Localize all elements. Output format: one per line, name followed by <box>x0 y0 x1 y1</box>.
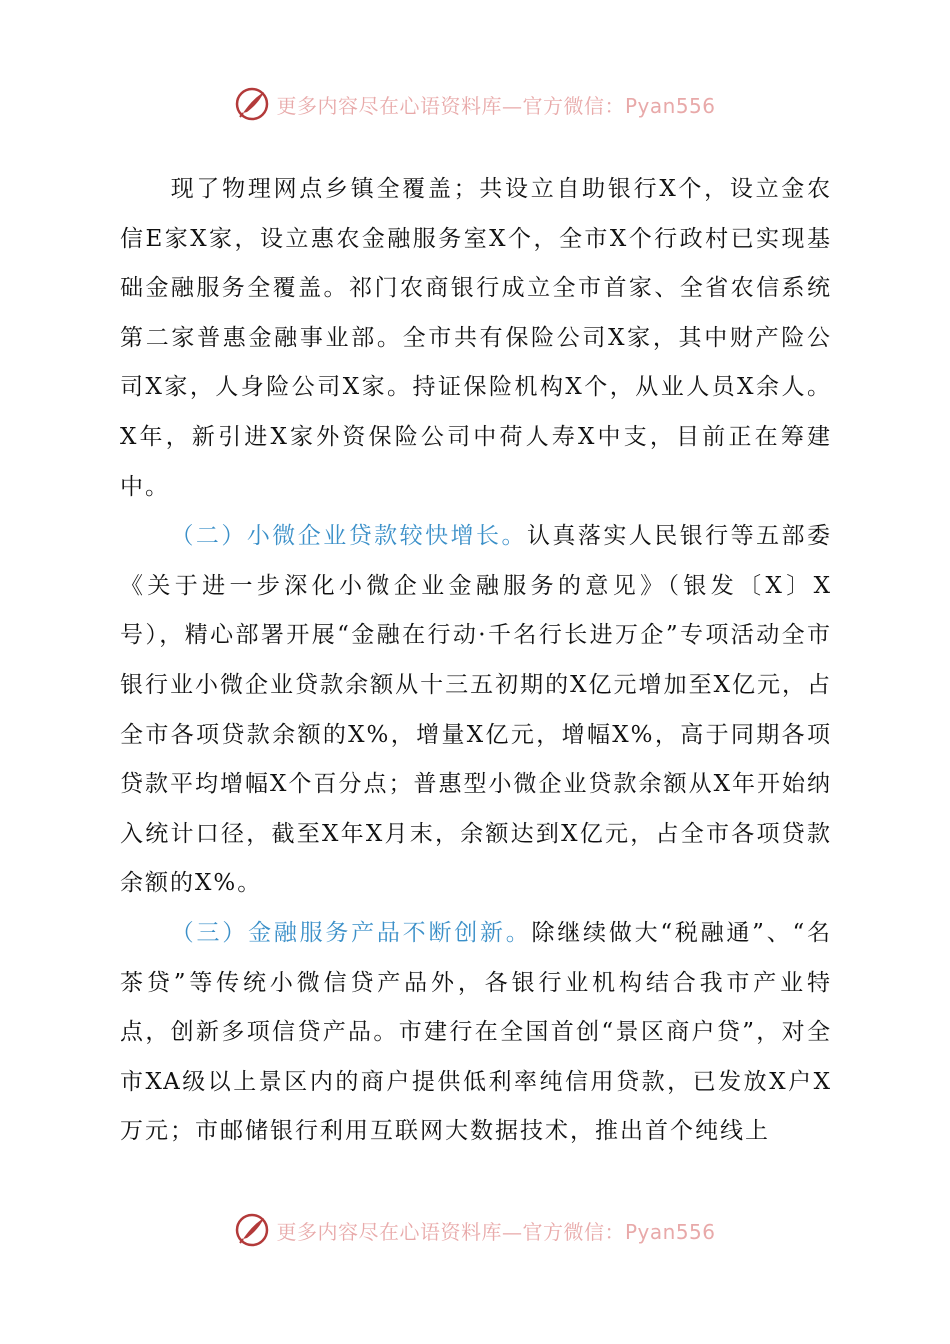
section-heading: （二）小微企业贷款较快增长。 <box>170 523 527 550</box>
document-body <box>120 165 832 1157</box>
paragraph-continuation: 现了物理网点乡镇全覆盖；共设立自助银行X个，设立金农信E家X家，设立惠农金融服务室X个，全市X个行政村已实现基础金融服务全覆盖。祁门农商银行成立全市首家、全省农信系统第二家普惠金融事业部。全市共有保险公司X家，其中财产险公司X家，人身险公司X家。持证保险机构X个，从业人员X余人。X年，新引进X家外资保险公司中荷人寿X中支，目前正在筹建中。 <box>120 176 832 500</box>
watermark-text: 更多内容尽在心语资料库—官方微信：Pyan556 <box>276 93 716 118</box>
watermark-text: 更多内容尽在心语资料库—官方微信：Pyan556 <box>276 1219 716 1244</box>
section-heading: （三）金融服务产品不断创新。 <box>170 919 532 946</box>
quill-logo-icon <box>234 1212 270 1248</box>
paragraph-small-business-loans: （二）小微企业贷款较快增长。认真落实人民银行等五部委《关于进一步深化小微企业金融服务的意见》（银发〔X〕X号），精心部署开展“金融在行动·千名行长进万企”专项活动全市银行业小微企业贷款余额从十三五初期的X亿元增加至X亿元，占全市各项贷款余额的X%，增量X亿元，增幅X%，高于同期各项贷款平均增幅X个百分点；普惠型小微企业贷款余额从X年开始纳入统计口径，截至X年X月末，余额达到X亿元，占全市各项贷款余额的X%。 <box>120 523 833 897</box>
footer-watermark <box>0 1210 950 1250</box>
header-watermark <box>0 84 950 124</box>
quill-logo-icon <box>234 86 270 122</box>
paragraph-financial-products: （三）金融服务产品不断创新。除继续做大“税融通”、“名茶贷”等传统小微信贷产品外，各银行业机构结合我市产业特点，创新多项信贷产品。市建行在全国首创“景区商户贷”，对全市XA级以上景区内的商户提供低利率纯信用贷款，已发放X户X万元；市邮储银行利用互联网大数据技术，推出首个纯线上 <box>120 919 832 1145</box>
